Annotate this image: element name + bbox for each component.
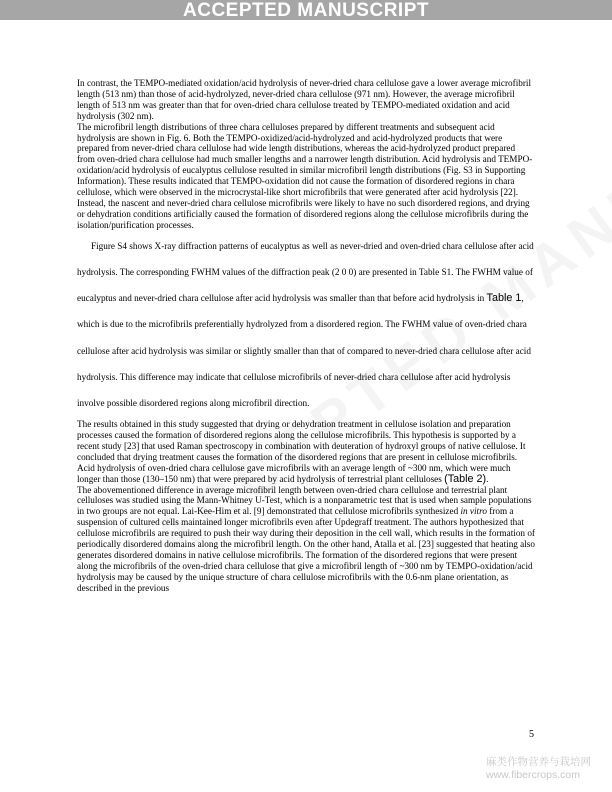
accepted-manuscript-banner: ACCEPTED MANUSCRIPT [0,0,612,20]
paragraph-length-distribution: The microfibril length distributions of three chara celluloses prepared by different treatments and subsequent acid hydrolysis are shown in Fig. 6. Both the TEMPO-oxidized/acid-hydrolyzed and acid-hydrolyzed products that were prepared from never-dried chara cellulose had wide length distributions, whereas the acid-hydrolyzed product prepared from oven-dried chara cellulose had much smaller lengths and a narrower length distribution. Acid hydrolysis and TEMPO-oxidation/acid hydrolysis of eucalyptus cellulose resulted in similar microfibril length distributions (Fig. S3 in Supporting Information). These results indicated that TEMPO-oxidation did not cause the formation of disordered regions in chara cellulose, which were observed in the microcrystal-like short microfibrils that were generated after acid hydrolysis [22]. Instead, the nascent and never-dried chara cellulose microfibrils were likely to have no such disordered regions, and drying or dehydration conditions artificially caused the formation of disordered regions along the cellulose microfibrils during the isolation/purification processes. [77,121,533,230]
table-2-reference: (Table 2) [444,472,487,485]
drying-text-end: . [486,473,489,484]
paragraph-xray-diffraction [77,233,535,416]
mann-whitney-text-part2: from a suspension of cultured cells maintained longer microfibrils even after Updegraff treatment. The authors hypothesized that cellulose microfibrils are required to push their way during their deposition in the cell wall, which results in the formation of periodically disordered domains along the microfibril length. On the other hand, Atalla et al. [23] suggested that heating also generates disordered domains in native cellulose microfibrils. The formation of the disordered regions that were present along the microfibrils of the oven-dried chara cellulose that give a microfibril length of ~300 nm by TEMPO-oxidation/acid hydrolysis may be caused by the unique structure of chara cellulose microfibrils with the 0.6-nm plane orientation, as described in the previous [77,506,535,593]
xray-text-part1: Figure S4 shows X-ray diffraction patterns of eucalyptus as well as never-dried and oven-dried chara cellulose after acid hydrolysis. The corresponding FWHM values of the diffraction peak (2 0 0) are presented in Table S1. The FWHM value of eucalyptus and never-dried chara cellulose after acid hydrolysis was smaller than that before acid hydrolysis in [77,240,534,304]
page-body [77,78,535,594]
in-vitro-italic: in vitro [460,506,487,517]
site-watermark-url: www.fibercrops.com [486,769,580,781]
paragraph-drying-hypothesis [77,419,535,484]
xray-text-part2: , which is due to the microfibrils preferentially hydrolyzed from a disordered region. The FWHM value of oven-dried chara cellulose after acid hydrolysis was similar or slightly smaller than that of compared to never-dried chara cellulose after acid hydrolysis. This difference may indicate that cellulose microfibrils of never-dried chara cellulose after acid hydrolysis involve possible disordered regions along microfibril direction. [77,293,531,408]
page-number: 5 [529,729,534,740]
site-watermark-chinese: 麻类作物营养与栽培网 [486,756,591,768]
mann-whitney-text-part1: The abovementioned difference in average microfibril length between oven-dried chara cellulose and terrestrial plant celluloses was studied using the Mann-Whitney U-Test, which is a nonparametric test that is used when sample populations in two groups are not equal. Lai-Kee-Him et al. [9] demonstrated that cellulose microfibrils synthesized [77,484,532,517]
paragraph-avg-length: In contrast, the TEMPO-mediated oxidation/acid hydrolysis of never-dried chara cellulose gave a lower average microfibril length (513 nm) than those of acid-hydrolyzed, never-dried chara cellulose (971 nm). However, the average microfibril length of 513 nm was greater than that for oven-dried chara cellulose treated by TEMPO-mediated oxidation and acid hydrolysis (302 nm). [77,78,532,121]
site-watermark [486,756,591,782]
paragraph-mann-whitney [77,485,535,594]
table-1-reference: Table 1 [486,292,522,305]
drying-text: The results obtained in this study suggested that drying or dehydration treatment in cellulose isolation and preparation processes caused the formation of disordered regions along the cellulose microfibrils. This hypothesis is supported by a recent study [23] that used Raman spectroscopy in combination with deuteration of hydroxyl groups of native cellulose. It concluded that drying treatment causes the formation of the disordered regions that are present in cellulose microfibrils. Acid hydrolysis of oven-dried chara cellulose gave microfibrils with an average length of ~300 nm, which were much longer than those (130–150 nm) that were prepared by acid hydrolysis of terrestrial plant celluloses [77,419,526,484]
